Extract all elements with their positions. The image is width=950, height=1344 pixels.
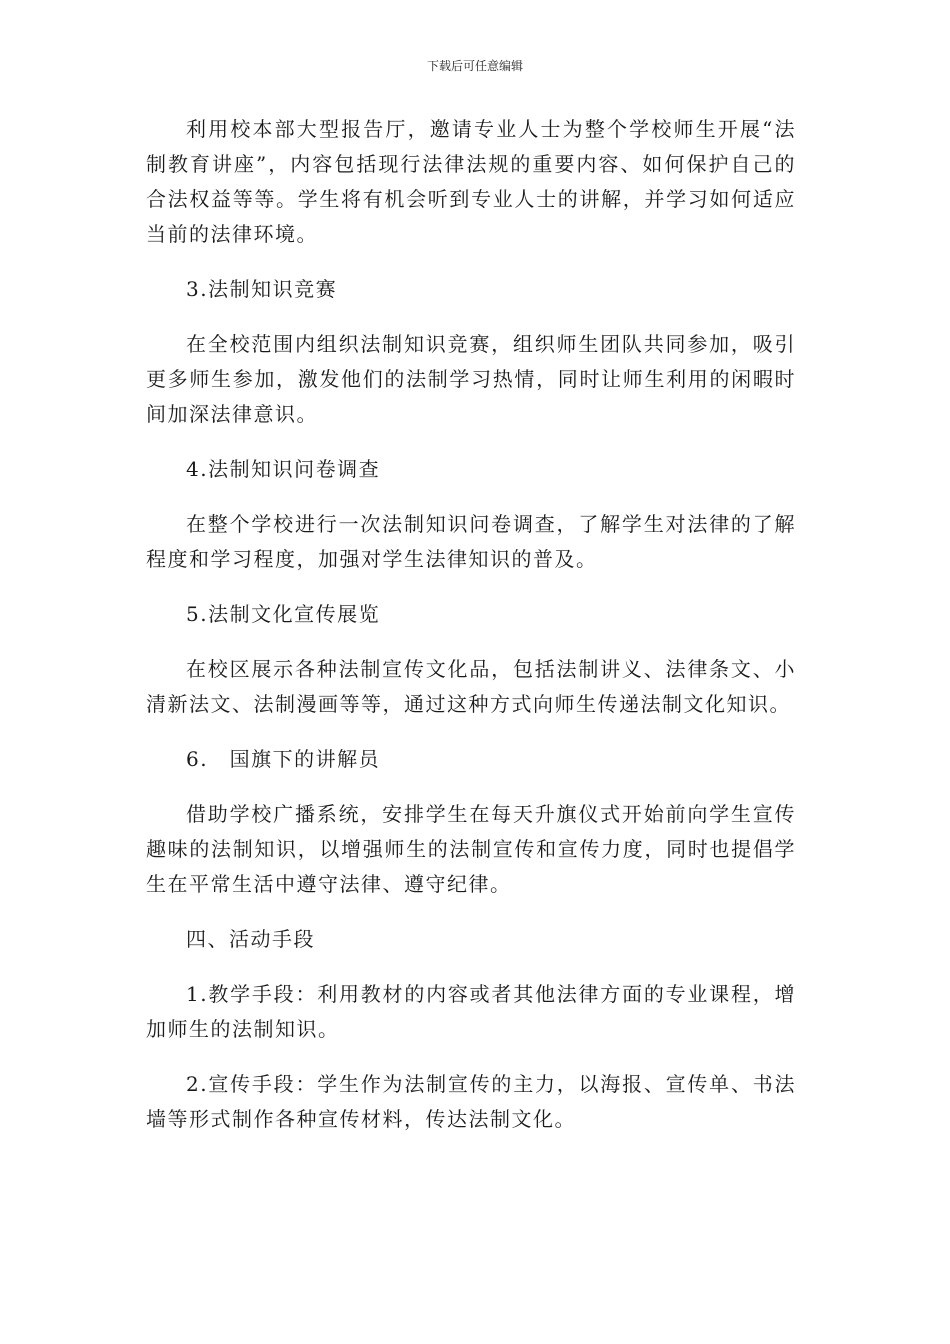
heading-activity-methods: 四、活动手段 [186, 927, 315, 951]
paragraph-questionnaire: 在整个学校进行一次法制知识问卷调查，了解学生对法律的了解程度和学习程度，加强对学生法律知识的普及。 [146, 512, 796, 571]
paragraph-knowledge-contest: 在全校范围内组织法制知识竞赛，组织师生团队共同参加，吸引更多师生参加，激发他们的法制学习热情，同时让师生利用的闲暇时间加深法律意识。 [146, 332, 796, 426]
paragraph-publicity-method: 2.宣传手段：学生作为法制宣传的主力，以海报、宣传单、书法墙等形式制作各种宣传材料，传达法制文化。 [146, 1072, 796, 1131]
paragraph-teaching-method: 1.教学手段：利用教材的内容或者其他法律方面的专业课程，增加师生的法制知识。 [146, 982, 796, 1041]
paragraph-lecture: 利用校本部大型报告厅，邀请专业人士为整个学校师生开展“法制教育讲座”，内容包括现行法律法规的重要内容、如何保护自己的合法权益等等。学生将有机会听到专业人士的讲解，并学习如何适应当前的法律环境。 [146, 117, 796, 246]
paragraph-flag-speaker: 借助学校广播系统，安排学生在每天升旗仪式开始前向学生宣传趣味的法制知识，以增强师生的法制宣传和宣传力度，同时也提倡学生在平常生活中遵守法律、遵守纪律。 [146, 802, 796, 896]
heading-knowledge-contest: 3.法制知识竞赛 [186, 277, 338, 301]
heading-culture-exhibition: 5.法制文化宣传展览 [186, 602, 381, 626]
document-body [146, 112, 796, 1157]
heading-questionnaire: 4.法制知识问卷调查 [186, 457, 381, 481]
heading-flag-speaker: 6. 国旗下的讲解员 [186, 747, 381, 771]
paragraph-culture-exhibition: 在校区展示各种法制宣传文化品，包括法制讲义、法律条文、小清新法文、法制漫画等等，通过这种方式向师生传递法制文化知识。 [146, 657, 796, 716]
page-header-note: 下载后可任意编辑 [426, 59, 523, 73]
